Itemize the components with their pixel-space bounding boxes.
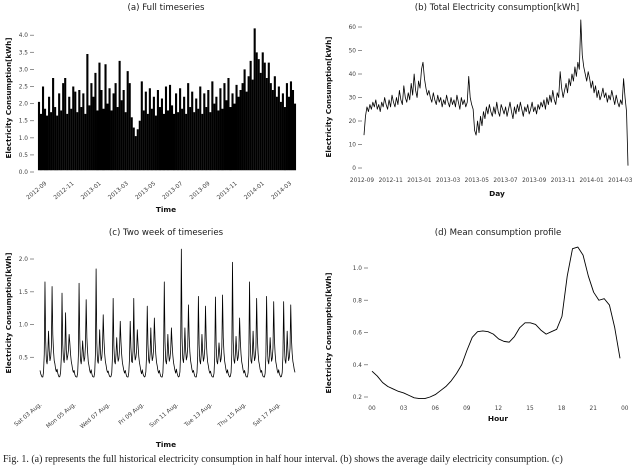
y-tick-label: 20 bbox=[348, 119, 356, 125]
chart-d-plot-area bbox=[353, 247, 629, 412]
x-tick-label: 2013-09 bbox=[522, 178, 547, 184]
subplot-a bbox=[0, 0, 320, 229]
x-tick-label: 2014-01 bbox=[243, 180, 266, 202]
y-tick-label: 0.8 bbox=[352, 298, 362, 305]
chart-a-title: (a) Full timeseries bbox=[127, 3, 205, 13]
y-tick-label: 10 bbox=[348, 142, 356, 149]
chart-c-xlabel: Time bbox=[155, 440, 177, 449]
chart-d-series-line bbox=[372, 247, 620, 399]
y-tick-label: 3.5 bbox=[18, 50, 28, 57]
x-tick-label: Tue 13 Aug. bbox=[183, 401, 214, 429]
y-tick-label: 0.0 bbox=[18, 170, 28, 176]
y-tick-label: 0.5 bbox=[18, 152, 28, 159]
y-tick-label: 2.0 bbox=[18, 101, 28, 108]
y-tick-label: 0.5 bbox=[18, 355, 28, 362]
chart-d-title: (d) Mean consumption profile bbox=[434, 228, 562, 238]
chart-c-title: (c) Two week of timeseries bbox=[108, 228, 224, 238]
x-tick-label: 2013-03 bbox=[435, 178, 461, 184]
x-tick-label: 2013-07 bbox=[493, 178, 518, 184]
x-tick-label: 09 bbox=[463, 406, 471, 412]
y-tick-label: 40 bbox=[348, 72, 356, 78]
y-tick-label: 0.6 bbox=[352, 330, 362, 337]
figure-caption: Fig. 1. (a) represents the full historical electricity consumption in half hour interval. (b) shows the average daily electricity consumption. (c) bbox=[3, 454, 563, 465]
chart-c-series-line bbox=[40, 249, 295, 377]
x-tick-label: 06 bbox=[431, 406, 439, 412]
y-tick-label: 60 bbox=[348, 25, 356, 31]
x-tick-label: 2013-11 bbox=[216, 180, 239, 202]
x-tick-label: 21 bbox=[589, 406, 597, 412]
chart-b-xlabel: Day bbox=[489, 189, 505, 198]
x-tick-label: Sat 03 Aug. bbox=[13, 401, 44, 429]
x-tick-label: Thu 15 Aug. bbox=[217, 401, 248, 430]
chart-d-ylabel: Electricity Consumption[kWh] bbox=[324, 272, 333, 394]
chart-b-ylabel: Electricity Consumption[kWh] bbox=[324, 36, 333, 158]
x-tick-label: 00 bbox=[368, 406, 376, 412]
chart-d-canvas bbox=[320, 225, 640, 465]
x-tick-label: 2014-03 bbox=[608, 178, 633, 184]
chart-b-title: (b) Total Electricity consumption[kWh] bbox=[414, 3, 580, 13]
y-tick-label: 0.2 bbox=[352, 395, 362, 401]
x-tick-label: 2013-05 bbox=[134, 180, 158, 202]
subplot-b bbox=[320, 0, 640, 229]
y-tick-label: 2.5 bbox=[18, 84, 28, 91]
chart-a-plot-area bbox=[19, 28, 295, 201]
x-tick-label: 2013-01 bbox=[80, 180, 103, 202]
x-tick-label: 2013-03 bbox=[107, 180, 130, 202]
y-tick-label: 3.0 bbox=[18, 67, 28, 74]
y-tick-label: 0 bbox=[352, 166, 356, 172]
x-tick-label: 2012-09 bbox=[349, 178, 375, 184]
x-tick-label: Fri 09 Aug. bbox=[117, 401, 146, 427]
x-tick-label: 03 bbox=[399, 406, 408, 412]
chart-a-series bbox=[39, 28, 295, 170]
chart-a-ylabel: Electricity Consumption[kWh] bbox=[4, 37, 13, 159]
y-tick-label: 1.5 bbox=[18, 289, 28, 296]
y-tick-label: 1.5 bbox=[18, 118, 28, 125]
x-tick-label: 2013-07 bbox=[161, 180, 185, 202]
x-tick-label: 12 bbox=[494, 406, 503, 412]
chart-b-canvas bbox=[320, 0, 640, 225]
x-tick-label: 2014-01 bbox=[579, 178, 604, 184]
y-tick-label: 2.0 bbox=[18, 257, 28, 264]
x-tick-label: Sat 17 Aug. bbox=[252, 401, 282, 429]
x-tick-label: 2012-09 bbox=[25, 180, 49, 202]
x-tick-label: 2012-11 bbox=[378, 178, 403, 184]
x-tick-label: 15 bbox=[526, 406, 534, 412]
x-tick-label: 2013-01 bbox=[407, 178, 432, 184]
y-tick-label: 30 bbox=[348, 95, 356, 102]
chart-c-plot-area bbox=[14, 249, 295, 430]
x-tick-label: 2013-05 bbox=[464, 178, 489, 184]
chart-c-ylabel: Electricity Consumption[kWh] bbox=[4, 252, 13, 374]
y-tick-label: 4.0 bbox=[18, 33, 28, 40]
x-tick-label: Wed 07 Aug. bbox=[79, 401, 112, 431]
x-tick-label: 2012-11 bbox=[53, 180, 76, 202]
x-tick-label: 18 bbox=[557, 406, 566, 412]
x-tick-label: 2013-09 bbox=[189, 180, 212, 202]
y-tick-label: 1.0 bbox=[352, 266, 362, 272]
x-tick-label: Mon 05 Aug. bbox=[45, 401, 78, 430]
y-tick-label: 1.0 bbox=[18, 322, 28, 329]
x-tick-label: Sun 11 Aug. bbox=[148, 401, 180, 430]
subplot-d bbox=[320, 225, 640, 469]
y-tick-label: 0.4 bbox=[352, 362, 362, 369]
x-tick-label: 2013-11 bbox=[550, 178, 576, 184]
subplot-c bbox=[0, 225, 320, 469]
x-tick-label: 00 bbox=[621, 406, 629, 412]
chart-a-canvas bbox=[0, 0, 320, 225]
chart-b-plot-area bbox=[349, 20, 633, 184]
chart-c-canvas bbox=[0, 225, 320, 465]
chart-d-xlabel: Hour bbox=[487, 414, 509, 423]
y-tick-label: 1.0 bbox=[18, 135, 28, 142]
chart-b-series-line bbox=[364, 20, 628, 166]
x-tick-label: 2014-03 bbox=[270, 180, 294, 202]
y-tick-label: 50 bbox=[348, 48, 356, 55]
chart-a-xlabel: Time bbox=[155, 205, 177, 214]
